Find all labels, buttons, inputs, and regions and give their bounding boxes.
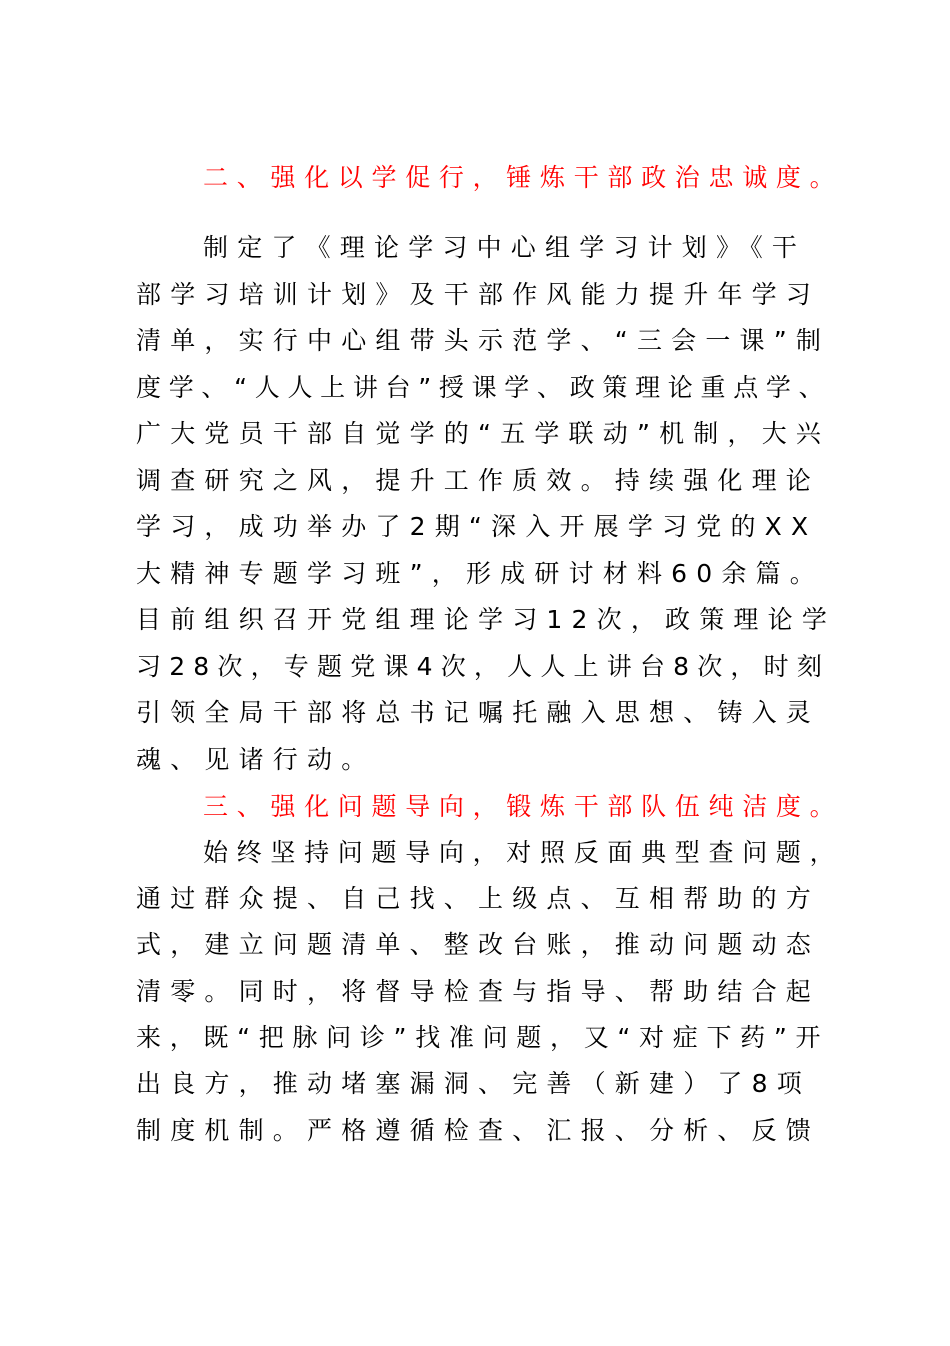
paragraph-line: 魂、见诸行动。 — [136, 745, 376, 774]
paragraph-line: 目前组织召开党组理论学习12次，政策理论学 — [136, 605, 837, 634]
paragraph-line: 始终坚持问题导向，对照反面典型查问题， — [203, 838, 844, 867]
paragraph-line: 清零。同时，将督导检查与指导、帮助结合起 — [136, 977, 821, 1006]
paragraph-line: 部学习培训计划》及干部作风能力提升年学习 — [136, 280, 821, 309]
paragraph-line: 来，既“把脉问诊”找准问题，又“对症下药”开 — [136, 1023, 830, 1052]
paragraph-line: 式，建立问题清单、整改台账，推动问题动态 — [136, 930, 821, 959]
paragraph-line: 习28次，专题党课4次，人人上讲台8次，时刻 — [136, 652, 831, 681]
paragraph-line: 制定了《理论学习中心组学习计划》《干 — [203, 233, 807, 262]
section-3-heading: 三、强化问题导向，锻炼干部队伍纯洁度。 — [203, 792, 844, 821]
section-2-heading: 二、强化以学促行，锤炼干部政治忠诚度。 — [203, 163, 844, 192]
paragraph-line: 学习，成功举办了2期“深入开展学习党的XX — [136, 512, 818, 541]
paragraph-line: 大精神专题学习班”，形成研讨材料60余篇。 — [136, 559, 824, 588]
paragraph-line: 广大党员干部自觉学的“五学联动”机制，大兴 — [136, 419, 831, 448]
paragraph-line: 调查研究之风，提升工作质效。持续强化理论 — [136, 466, 821, 495]
paragraph-line: 引领全局干部将总书记嘱托融入思想、铸入灵 — [136, 698, 821, 727]
paragraph-line: 制度机制。严格遵循检查、汇报、分析、反馈 — [136, 1116, 821, 1145]
paragraph-line: 度学、“人人上讲台”授课学、政策理论重点学、 — [136, 373, 832, 402]
paragraph-line: 清单，实行中心组带头示范学、“三会一课”制 — [136, 326, 831, 355]
paragraph-line: 出良方，推动堵塞漏洞、完善（新建）了8项 — [136, 1069, 811, 1098]
paragraph-line: 通过群众提、自己找、上级点、互相帮助的方 — [136, 884, 821, 913]
